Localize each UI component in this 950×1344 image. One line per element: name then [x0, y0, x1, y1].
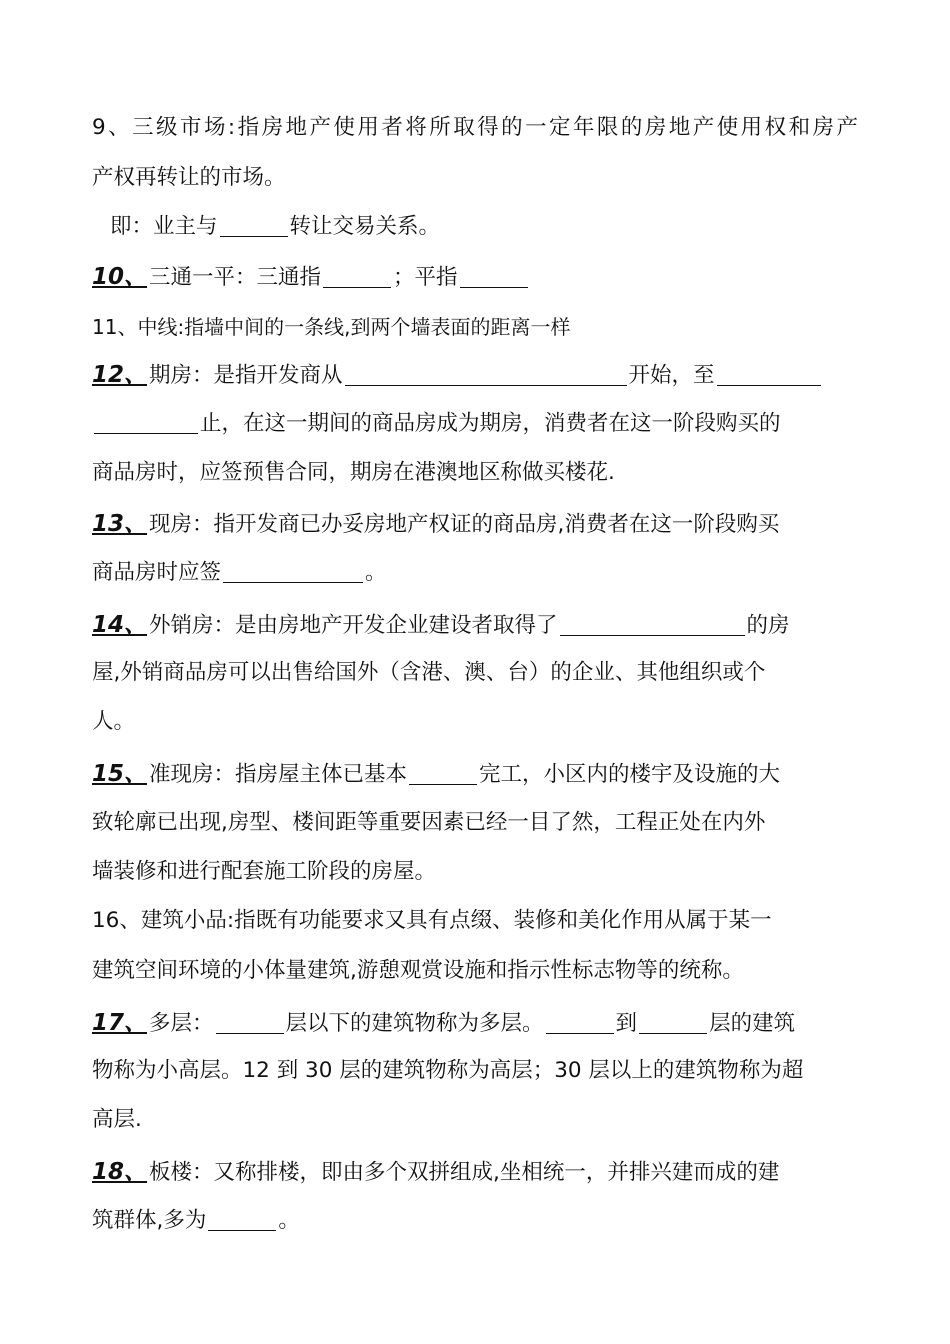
fill-blank[interactable]: [94, 411, 198, 434]
item-16-text-1: 16、建筑小品:指既有功能要求又具有点缀、装修和美化作用从属于某一: [92, 908, 772, 933]
item-17-line-2: [92, 1056, 803, 1086]
item-11-line-1: [92, 312, 571, 342]
item-14-text-2: 屋,外销商品房可以出售给国外（含港、澳、台）的企业、其他组织或个: [92, 660, 766, 685]
item-16-line-1: [92, 906, 772, 936]
item-number: 12、: [92, 362, 148, 388]
fill-blank[interactable]: [717, 363, 821, 386]
item-17-line-1: [92, 1008, 795, 1038]
item-18-line-1: [92, 1157, 779, 1187]
item-14-text-a: 外销房：是由房地产开发企业建设者取得了: [149, 613, 558, 638]
item-number: 17、: [92, 1010, 148, 1036]
fill-blank[interactable]: [639, 1011, 707, 1034]
item-number: 15、: [92, 761, 148, 787]
item-18-line-2: [92, 1206, 300, 1236]
item-13-text-2b: 。: [365, 560, 387, 585]
item-17-text-d: 层的建筑: [709, 1011, 796, 1036]
item-12-line-1: [92, 360, 823, 390]
item-14-text-3: 人。: [92, 709, 136, 734]
item-15-line-3: [92, 857, 436, 887]
item-number: 14、: [92, 612, 148, 638]
item-9-text-1: 9、三级市场:指房地产使用者将所取得的一定年限的房地产使用权和房产: [92, 115, 858, 140]
item-number: 18、: [92, 1159, 148, 1185]
item-9-text-2: 产权再转让的市场。: [92, 165, 286, 190]
item-9-text-3a: 即：业主与: [110, 214, 218, 239]
item-13-line-1: [92, 509, 779, 539]
item-15-line-1: [92, 759, 780, 789]
item-13-text-2a: 商品房时应签: [92, 560, 222, 585]
item-18-text-1: 板楼：又称排楼，即由多个双拼组成,坐相统一，并排兴建而成的建: [149, 1160, 780, 1185]
fill-blank[interactable]: [216, 1011, 284, 1034]
item-10-text-a: 三通一平：三通指: [149, 265, 322, 290]
fill-blank[interactable]: [323, 265, 391, 288]
item-15-text-a: 准现房：指房屋主体已基本: [149, 762, 408, 787]
fill-blank[interactable]: [208, 1208, 276, 1231]
item-number: 13、: [92, 511, 148, 537]
item-17-text-a: 多层：: [149, 1011, 214, 1036]
fill-blank[interactable]: [460, 265, 528, 288]
fill-blank[interactable]: [223, 560, 363, 583]
item-16-line-2: [92, 956, 744, 986]
item-14-line-3: [92, 707, 135, 737]
item-17-text-c: 到: [615, 1011, 638, 1036]
item-17-text-b: 层以下的建筑物称为多层。: [285, 1011, 544, 1036]
item-9-line-2: [92, 163, 286, 193]
item-12-text-a: 期房：是指开发商从: [149, 363, 343, 388]
item-15-line-2: [92, 808, 765, 838]
item-12-text-b: 开始，至: [628, 363, 715, 388]
item-13-line-2: [92, 558, 387, 588]
item-15-text-b: 完工，小区内的楼宇及设施的大: [479, 762, 781, 787]
item-9-text-3b: 转让交易关系。: [289, 214, 441, 239]
item-9-line-1: [92, 113, 858, 143]
item-18-text-2b: 。: [278, 1208, 300, 1233]
item-10-text-b: ；平指: [393, 265, 458, 290]
item-10-line-1: [92, 262, 530, 292]
item-15-text-2: 致轮廓已出现,房型、楼间距等重要因素已经一目了然，工程正处在内外: [92, 810, 766, 835]
fill-blank[interactable]: [220, 214, 288, 237]
item-12-text-2: 止，在这一期间的商品房成为期房，消费者在这一阶段购买的: [200, 411, 781, 436]
item-17-text-3: 高层.: [92, 1107, 142, 1132]
item-number: 10、: [92, 264, 148, 290]
fill-blank[interactable]: [409, 762, 477, 785]
item-12-text-3: 商品房时，应签预售合同，期房在港澳地区称做买楼花.: [92, 460, 615, 485]
item-17-text-2: 物称为小高层。12 到 30 层的建筑物称为高层；30 层以上的建筑物称为超: [92, 1058, 804, 1083]
item-18-text-2a: 筑群体,多为: [92, 1208, 207, 1233]
item-14-text-b: 的房: [746, 613, 790, 638]
item-17-line-3: [92, 1105, 142, 1135]
fill-blank[interactable]: [560, 613, 745, 636]
item-13-text-1: 现房：指开发商已办妥房地产权证的商品房,消费者在这一阶段购买: [149, 512, 780, 537]
item-16-text-2: 建筑空间环境的小体量建筑,游憩观赏设施和指示性标志物等的统称。: [92, 958, 744, 983]
item-15-text-3: 墙装修和进行配套施工阶段的房屋。: [92, 859, 437, 884]
item-11-text: 11、中线:指墙中间的一条线,到两个墙表面的距离一样: [92, 315, 571, 339]
item-14-line-2: [92, 658, 765, 688]
item-14-line-1: [92, 610, 790, 640]
item-12-line-3: [92, 458, 615, 488]
fill-blank[interactable]: [345, 363, 627, 386]
item-9-line-3: [110, 212, 440, 242]
fill-blank[interactable]: [546, 1011, 614, 1034]
item-12-line-2: [92, 409, 781, 439]
